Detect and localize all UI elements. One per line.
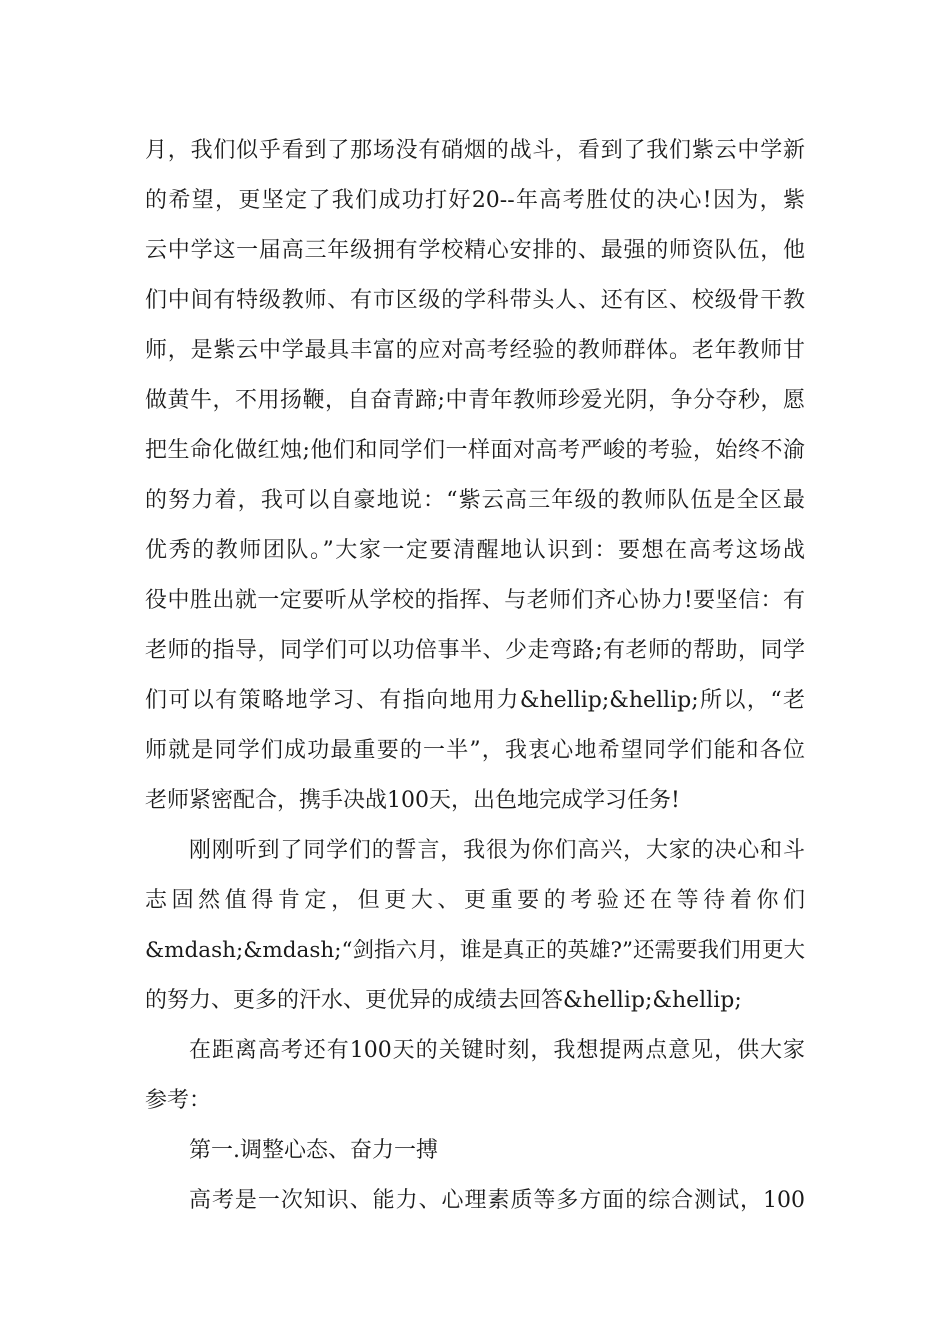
document-body [145, 126, 805, 1226]
paragraph-line: 师就是同学们成功最重要的一半”，我衷心地希望同学们能和各位 [145, 738, 805, 763]
paragraph-line: 们可以有策略地学习、有指向地用力&hellip;&hellip;所以，“老 [145, 688, 805, 713]
paragraph-line: 役中胜出就一定要听从学校的指挥、与老师们齐心协力!要坚信：有 [145, 588, 805, 613]
paragraph-line: 志固然值得肯定，但更大、更重要的考验还在等待着你们 [145, 888, 805, 913]
paragraph-line: 的努力、更多的汗水、更优异的成绩去回答&hellip;&hellip; [145, 988, 742, 1013]
paragraph-line: 参考： [145, 1088, 212, 1113]
paragraph-line: 的努力着，我可以自豪地说：“紫云高三年级的教师队伍是全区最 [145, 488, 805, 513]
paragraph-line: &mdash;&mdash;“剑指六月，谁是真正的英雄?”还需要我们用更大 [145, 938, 805, 963]
paragraph-line: 们中间有特级教师、有市区级的学科带头人、还有区、校级骨干教 [145, 288, 805, 313]
paragraph-line: 老师紧密配合，携手决战100天，出色地完成学习任务! [145, 788, 680, 813]
paragraph-line: 云中学这一届高三年级拥有学校精心安排的、最强的师资队伍，他 [145, 238, 805, 263]
paragraph-line: 老师的指导，同学们可以功倍事半、少走弯路;有老师的帮助，同学 [145, 638, 805, 663]
paragraph-line: 高考是一次知识、能力、心理素质等多方面的综合测试，100 [189, 1188, 805, 1213]
paragraph-line: 把生命化做红烛;他们和同学们一样面对高考严峻的考验，始终不渝 [145, 438, 805, 463]
paragraph-line: 月，我们似乎看到了那场没有硝烟的战斗，看到了我们紫云中学新 [145, 138, 805, 163]
paragraph-line: 师，是紫云中学最具丰富的应对高考经验的教师群体。老年教师甘 [145, 338, 805, 363]
paragraph-line: 优秀的教师团队。”大家一定要清醒地认识到：要想在高考这场战 [145, 538, 805, 563]
paragraph-line: 的希望，更坚定了我们成功打好20--年高考胜仗的决心!因为，紫 [145, 188, 805, 213]
paragraph-line: 刚刚听到了同学们的誓言，我很为你们高兴，大家的决心和斗 [189, 838, 805, 863]
paragraph-line: 做黄牛，不用扬鞭，自奋青蹄;中青年教师珍爱光阴，争分夺秒，愿 [145, 388, 805, 413]
section-heading: 第一.调整心态、奋力一搏 [189, 1138, 438, 1163]
paragraph-line: 在距离高考还有100天的关键时刻，我想提两点意见，供大家 [189, 1038, 805, 1063]
